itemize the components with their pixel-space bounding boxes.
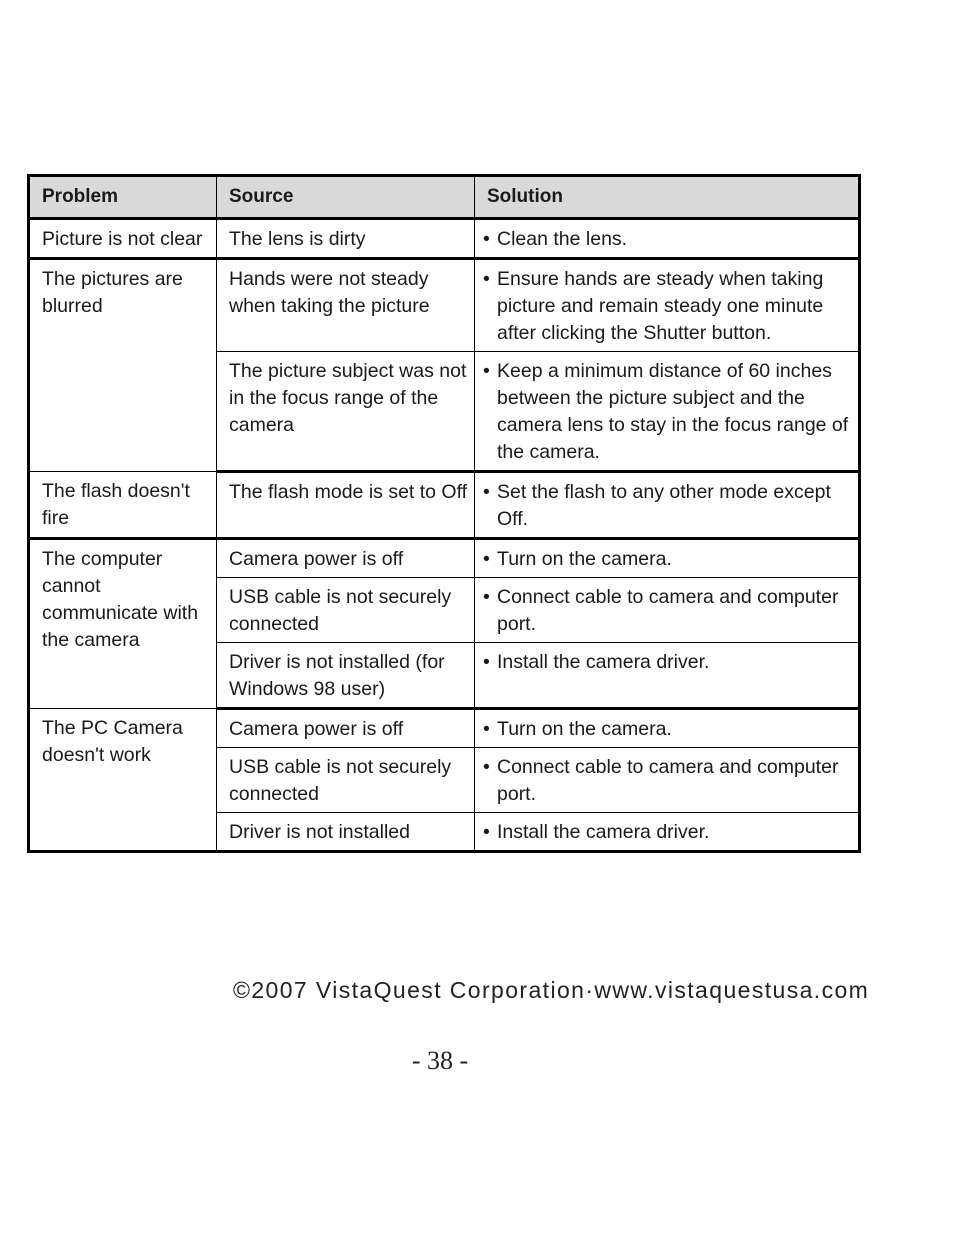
- page-number: - 38 -: [411, 1046, 469, 1075]
- bullet-mark: •: [483, 268, 490, 290]
- bullet-mark: •: [483, 548, 490, 570]
- source-cell: Driver is not installed (for Windows 98 user): [217, 643, 475, 709]
- solution-cell: [475, 219, 860, 259]
- source-cell: Camera power is off: [217, 709, 475, 748]
- source-cell: USB cable is not securely connected: [217, 748, 475, 813]
- source-cell: The picture subject was not in the focus range of the camera: [217, 352, 475, 472]
- table-row: [29, 709, 860, 748]
- troubleshooting-table-container: [27, 174, 858, 853]
- solution-text: Install the camera driver.: [497, 821, 710, 843]
- source-cell: USB cable is not securely connected: [217, 578, 475, 643]
- solution-cell: [475, 539, 860, 578]
- solution-cell: [475, 578, 860, 643]
- solution-cell: [475, 709, 860, 748]
- solution-text: Connect cable to camera and computer port.: [497, 756, 839, 805]
- copyright-footer: ©2007 VistaQuest Corporation·www.vistaquestusa.com: [233, 977, 870, 1003]
- source-cell: Driver is not installed: [217, 813, 475, 852]
- table-header-row: [29, 176, 860, 219]
- header-solution: Solution: [475, 176, 860, 219]
- table-row: [29, 259, 860, 352]
- bullet-mark: •: [483, 821, 490, 843]
- solution-cell: [475, 472, 860, 539]
- solution-text: Turn on the camera.: [497, 718, 672, 740]
- solution-text: Set the flash to any other mode except Off.: [497, 481, 831, 530]
- header-source: Source: [217, 176, 475, 219]
- bullet-mark: •: [483, 718, 490, 740]
- solution-cell: [475, 813, 860, 852]
- solution-text: Keep a minimum distance of 60 inches between the picture subject and the camera lens to stay in the focus range of the camera.: [497, 360, 849, 463]
- problem-cell: The pictures are blurred: [29, 259, 217, 472]
- solution-text: Clean the lens.: [497, 228, 628, 250]
- bullet-mark: •: [483, 360, 490, 382]
- problem-cell: The computer cannot communicate with the camera: [29, 539, 217, 709]
- bullet-mark: •: [483, 756, 490, 778]
- solution-cell: [475, 643, 860, 709]
- bullet-mark: •: [483, 228, 490, 250]
- source-cell: The flash mode is set to Off: [217, 472, 475, 539]
- troubleshooting-table: [27, 174, 861, 853]
- solution-cell: [475, 748, 860, 813]
- problem-cell: The flash doesn't fire: [29, 472, 217, 539]
- problem-cell: The PC Camera doesn't work: [29, 709, 217, 852]
- solution-cell: [475, 259, 860, 352]
- table-row: [29, 219, 860, 259]
- bullet-mark: •: [483, 481, 490, 503]
- solution-text: Install the camera driver.: [497, 651, 710, 673]
- table-row: [29, 539, 860, 578]
- header-problem: Problem: [29, 176, 217, 219]
- source-cell: Camera power is off: [217, 539, 475, 578]
- source-cell: The lens is dirty: [217, 219, 475, 259]
- solution-text: Ensure hands are steady when taking picture and remain steady one minute after clicking the Shutter button.: [497, 268, 824, 344]
- bullet-mark: •: [483, 651, 490, 673]
- solution-text: Turn on the camera.: [497, 548, 672, 570]
- bullet-mark: •: [483, 586, 490, 608]
- table-row: [29, 472, 860, 539]
- source-cell: Hands were not steady when taking the picture: [217, 259, 475, 352]
- solution-text: Connect cable to camera and computer port.: [497, 586, 839, 635]
- solution-cell: [475, 352, 860, 472]
- problem-cell: Picture is not clear: [29, 219, 217, 259]
